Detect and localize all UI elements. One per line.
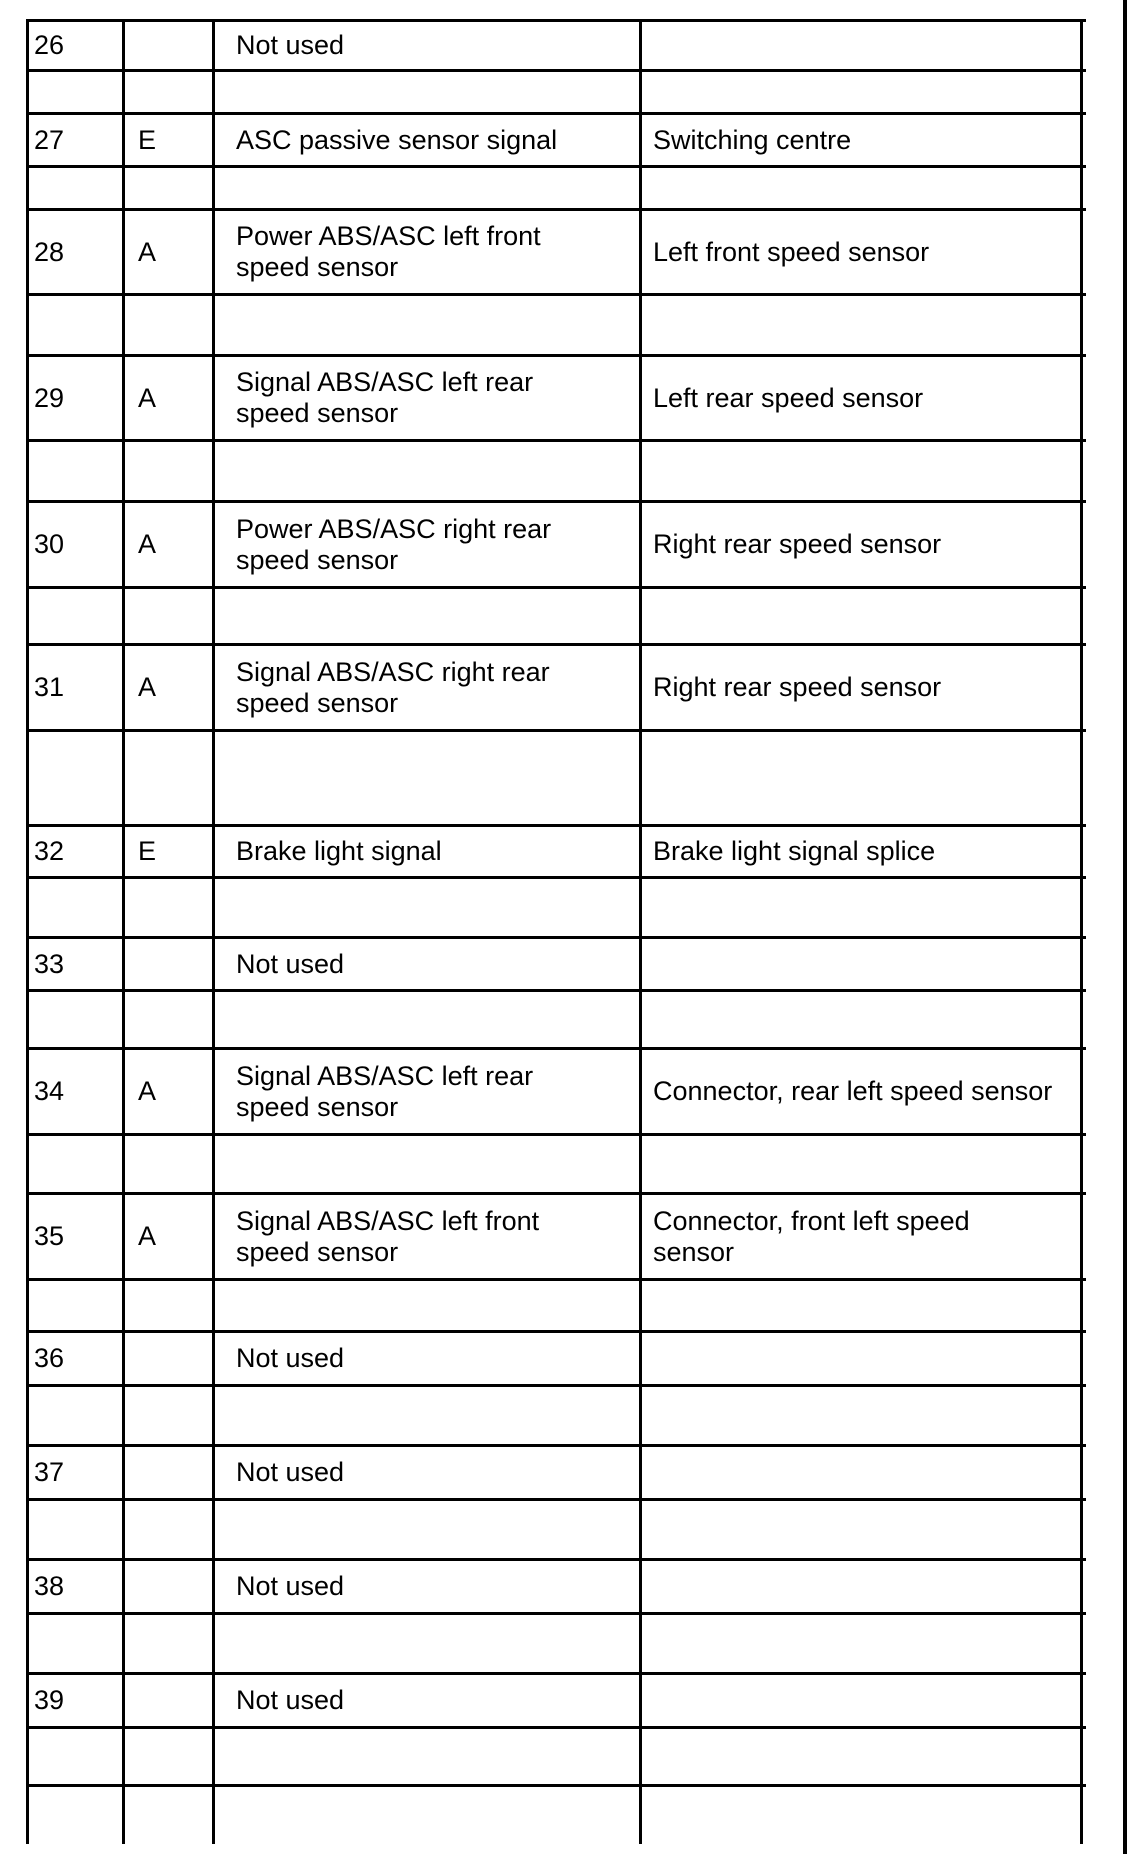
pin-connection [653,1561,1093,1612]
pin-description: Signal ABS/ASC left rear speed sensor [236,367,534,428]
pin-connection [653,22,1093,69]
pin-number: 33 [34,948,65,979]
table-row [26,1192,1086,1281]
pin-description: Not used [236,30,345,60]
pin-connection [653,1447,1093,1498]
pin-number: 31 [34,672,65,702]
pin-number: 36 [34,1343,65,1373]
pin-description: Signal ABS/ASC left rear speed sensor [236,1060,534,1122]
table-row [26,1558,1086,1615]
table-row [26,1444,1086,1501]
signal-type [138,939,208,989]
signal-type [138,1333,208,1384]
table-row [26,500,1086,589]
pin-number: 38 [34,1571,65,1601]
pin-connection: Left rear speed sensor [653,382,924,413]
pin-description: Not used [236,1343,345,1373]
table-row [26,19,1086,72]
table-row [26,824,1086,879]
pin-connection [653,939,1093,989]
signal-type: E [138,836,157,866]
pin-number: 28 [34,236,65,267]
signal-type: A [138,529,157,559]
pin-description: Power ABS/ASC left front speed sensor [236,221,541,282]
signal-type: A [138,1076,157,1106]
pin-description: Signal ABS/ASC left front speed sensor [236,1205,540,1267]
pin-description: Not used [236,1571,345,1601]
pin-number: 29 [34,382,65,413]
pin-connection: Connector, front left speed sensor [653,1205,970,1267]
signal-type: A [138,236,157,267]
table-row [26,643,1086,732]
pin-connection: Brake light signal splice [653,836,936,866]
pin-connection: Right rear speed sensor [653,529,942,559]
pin-number: 35 [34,1221,65,1251]
signal-type [138,22,208,69]
pin-connection: Right rear speed sensor [653,672,942,702]
signal-type [138,1675,208,1726]
signal-type [138,1561,208,1612]
signal-type: A [138,382,157,413]
pin-number: 39 [34,1685,65,1715]
pin-connection: Connector, rear left speed sensor [653,1076,1053,1106]
table-row [26,936,1086,992]
table-row [26,112,1086,168]
pin-number: 34 [34,1076,65,1106]
pin-connection: Switching centre [653,124,852,155]
pin-connection: Left front speed sensor [653,236,930,267]
pin-number: 32 [34,836,65,866]
pin-description: Not used [236,1457,345,1487]
pin-description: Not used [236,1685,345,1715]
signal-type: E [138,124,157,155]
table-row [26,1330,1086,1387]
pin-assignment-table [26,22,1086,1844]
signal-type: A [138,672,157,702]
pin-description: Signal ABS/ASC right rear speed sensor [236,656,550,718]
pin-description: Brake light signal [236,836,442,866]
pin-number: 30 [34,529,65,559]
pin-number: 26 [34,30,65,60]
signal-type [138,1447,208,1498]
pin-connection [653,1675,1093,1726]
pin-description: Power ABS/ASC right rear speed sensor [236,513,552,575]
pin-number: 27 [34,124,65,155]
signal-type: A [138,1221,157,1251]
table-row [26,208,1086,296]
pin-connection [653,1333,1093,1384]
table-bottom-rule [26,1784,1086,1787]
table-row [26,354,1086,442]
table-row [26,1047,1086,1136]
pin-description: ASC passive sensor signal [236,124,558,155]
pin-number: 37 [34,1457,65,1487]
table-row [26,1672,1086,1729]
page-edge-bar [1123,0,1127,1854]
pin-description: Not used [236,948,345,979]
